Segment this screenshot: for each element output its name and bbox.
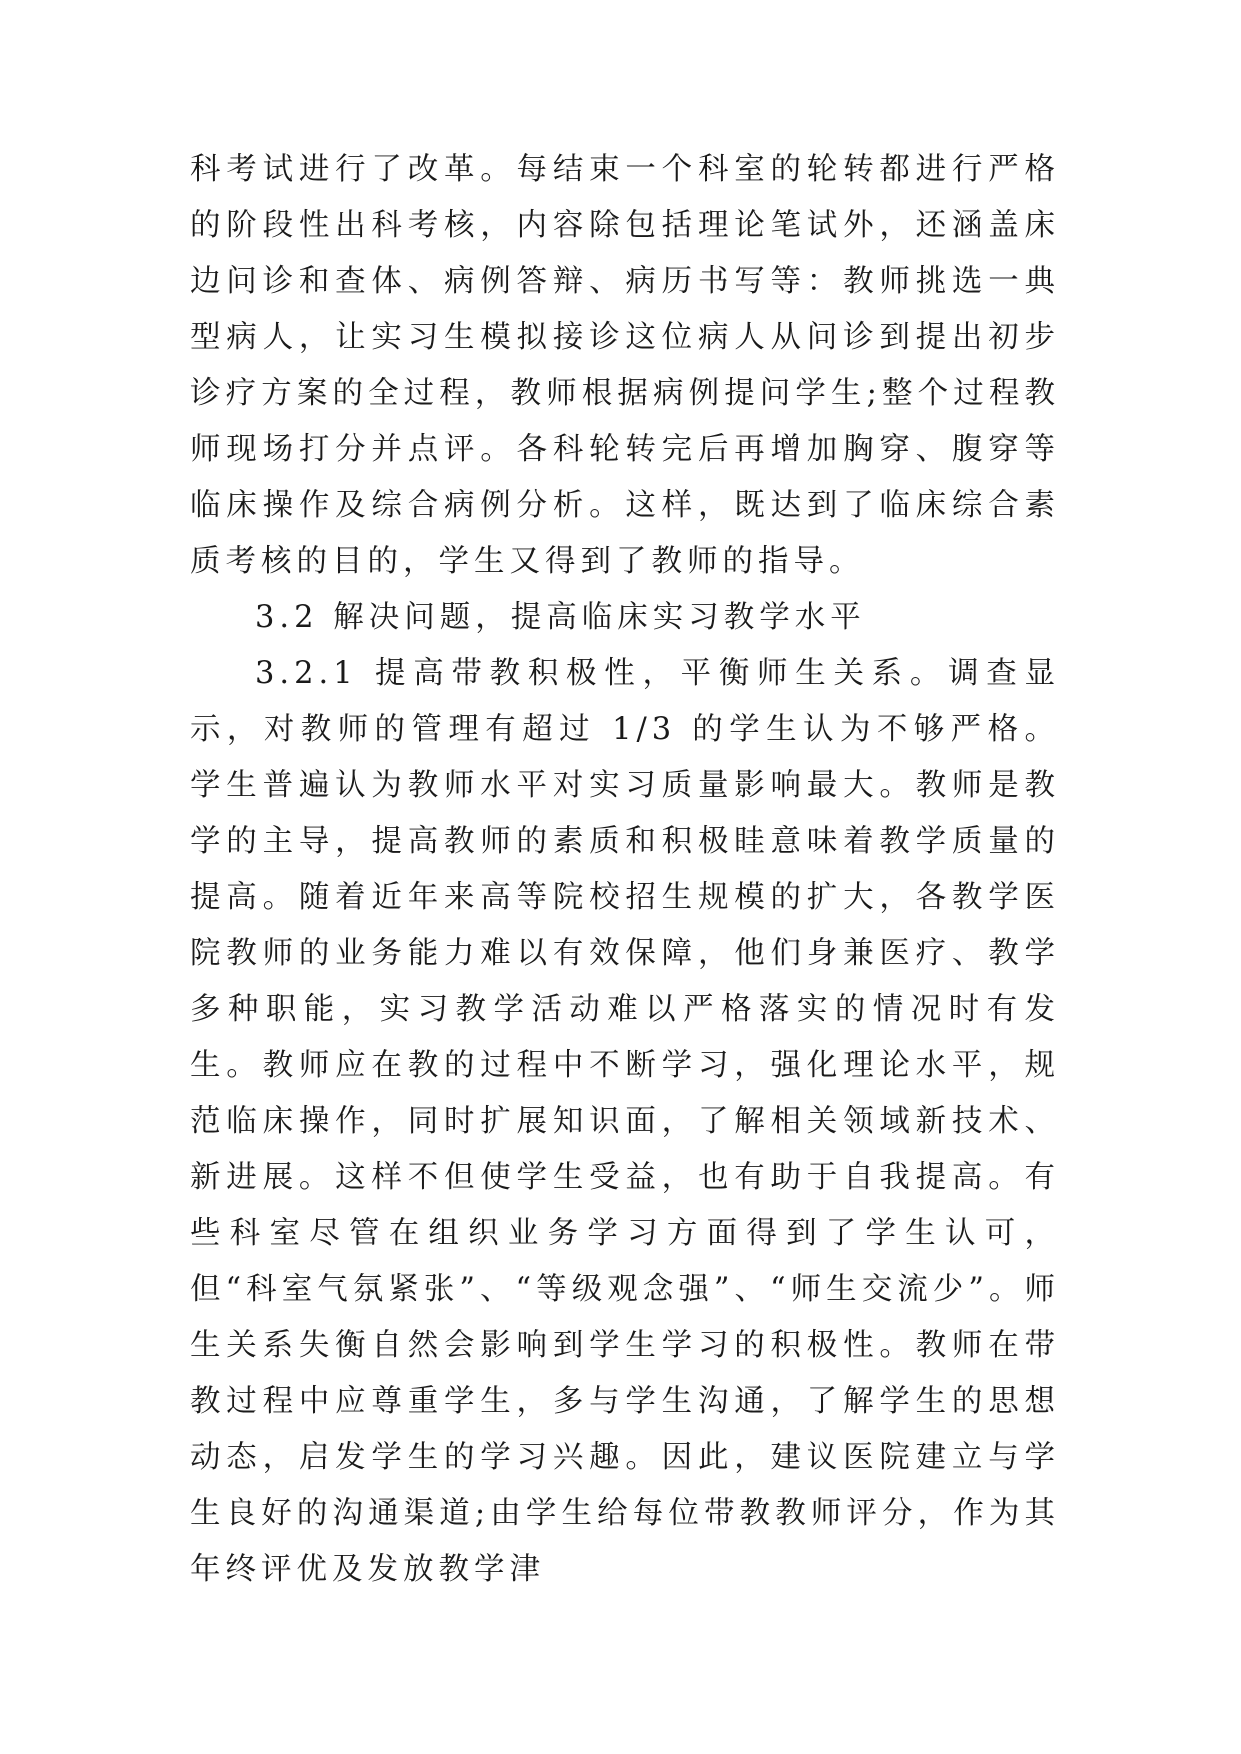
body-paragraph: 科考试进行了改革。每结束一个科室的轮转都进行严格的阶段性出科考核，内容除包括理论笔试外，还涵盖床边问诊和查体、病例答辩、病历书写等：教师挑选一典型病人，让实习生模拟接诊这位病人从问诊到提出初步诊疗方案的全过程，教师根据病例提问学生;整个过程教师现场打分并点评。各科轮转完后再增加胸穿、腹穿等临床操作及综合病例分析。这样，既达到了临床综合素质考核的目的，学生又得到了教师的指导。	[190, 152, 1060, 579]
section-heading: 3.2 解决问题，提高临床实习教学水平	[255, 600, 866, 635]
document-page	[190, 142, 1060, 1598]
body-paragraph: 3.2.1 提高带教积极性，平衡师生关系。调查显示，对教师的管理有超过 1/3 的学生认为不够严格。学生普遍认为教师水平对实习质量影响最大。教师是教学的主导，提高教师的素质和积极眭意味着教学质量的提高。随着近年来高等院校招生规模的扩大，各教学医院教师的业务能力难以有效保障，他们身兼医疗、教学多种职能，实习教学活动难以严格落实的情况时有发生。教师应在教的过程中不断学习，强化理论水平，规范临床操作，同时扩展知识面，了解相关领域新技术、新进展。这样不但使学生受益，也有助于自我提高。有些科室尽管在组织业务学习方面得到了学生认可，但“科室气氛紧张”、“等级观念强”、“师生交流少”。师生关系失衡自然会影响到学生学习的积极性。教师在带教过程中应尊重学生，多与学生沟通，了解学生的思想动态，启发学生的学习兴趣。因此，建议医院建立与学生良好的沟通渠道;由学生给每位带教教师评分，作为其年终评优及发放教学津	[190, 656, 1060, 1587]
